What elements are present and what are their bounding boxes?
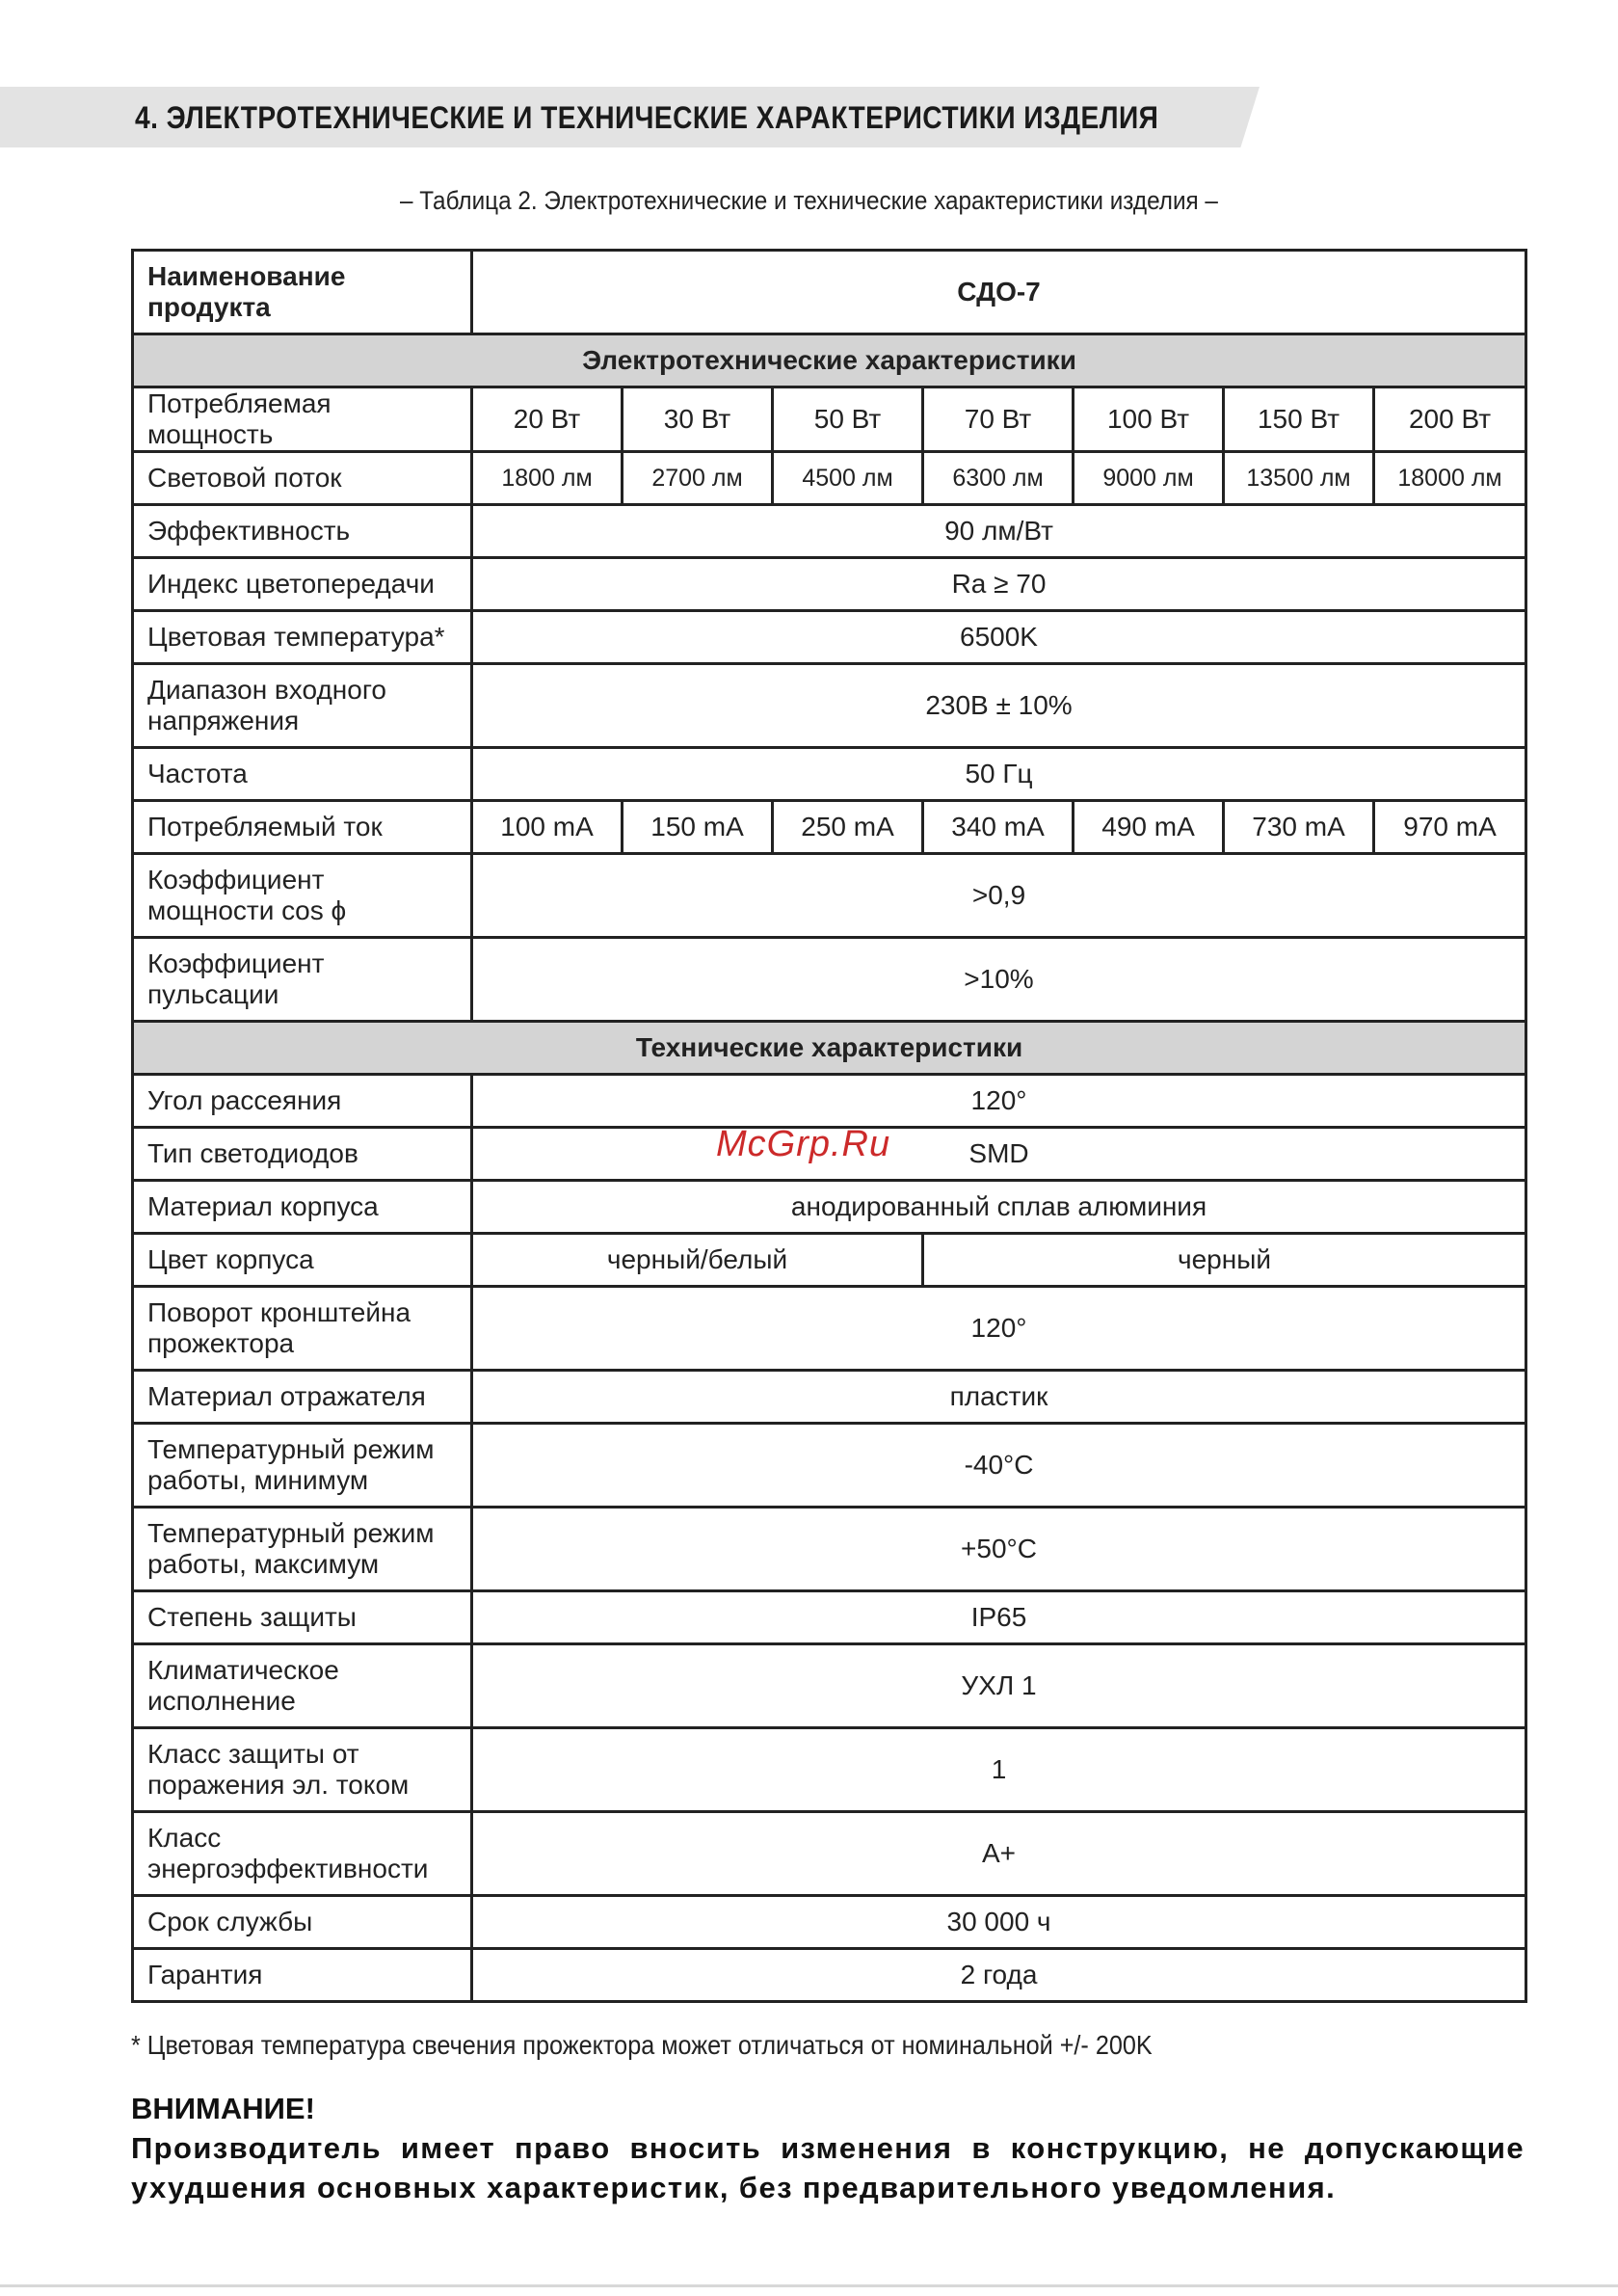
row-label: Световой поток: [133, 452, 472, 505]
table-row: [133, 1591, 1526, 1644]
value-cell: 100 Вт: [1074, 387, 1224, 452]
value-cell: 20 Вт: [472, 387, 623, 452]
value-cell: 50 Гц: [472, 748, 1526, 801]
row-label: Материал отражателя: [133, 1371, 472, 1424]
value-cell: A+: [472, 1812, 1526, 1896]
value-cell: 1: [472, 1728, 1526, 1812]
row-label: Индекс цветопередачи: [133, 558, 472, 611]
row-label: Угол рассеяния: [133, 1075, 472, 1128]
table-caption: – Таблица 2. Электротехнические и технические характеристики изделия –: [400, 186, 1218, 215]
group-technical-title: Технические характеристики: [133, 1022, 1526, 1075]
row-label: Температурный режим работы, минимум: [133, 1424, 472, 1508]
value-cell: черный/белый: [472, 1234, 923, 1287]
warning-title: ВНИМАНИЕ!: [131, 2092, 315, 2125]
value-cell: 120°: [472, 1287, 1526, 1371]
value-cell: черный: [923, 1234, 1526, 1287]
value-cell: 6300 лм: [923, 452, 1074, 505]
value-cell: 30 Вт: [623, 387, 773, 452]
value-cell: 150 Вт: [1224, 387, 1374, 452]
value-cell: >10%: [472, 938, 1526, 1022]
value-cell: 9000 лм: [1074, 452, 1224, 505]
value-cell: IP65: [472, 1591, 1526, 1644]
value-cell: 30 000 ч: [472, 1896, 1526, 1949]
table-row: [133, 1508, 1526, 1591]
row-label: Материал корпуса: [133, 1181, 472, 1234]
table-row: [133, 505, 1526, 558]
value-cell: пластик: [472, 1371, 1526, 1424]
row-label: Частота: [133, 748, 472, 801]
value-cell: 340 mA: [923, 801, 1074, 854]
table-row: [133, 748, 1526, 801]
row-label: Класс защиты от поражения эл. током: [133, 1728, 472, 1812]
table-row: [133, 664, 1526, 748]
table-row: [133, 611, 1526, 664]
value-cell: 2700 лм: [623, 452, 773, 505]
value-cell: 70 Вт: [923, 387, 1074, 452]
value-cell: Ra ≥ 70: [472, 558, 1526, 611]
table-row: [133, 558, 1526, 611]
table-row: [133, 387, 1526, 452]
table-row: [133, 452, 1526, 505]
row-label: Поворот кронштейна прожектора: [133, 1287, 472, 1371]
row-label: Класс энергоэффективности: [133, 1812, 472, 1896]
value-cell: анодированный сплав алюминия: [472, 1181, 1526, 1234]
value-cell: 100 mA: [472, 801, 623, 854]
table-row: [133, 1949, 1526, 2002]
value-cell: 490 mA: [1074, 801, 1224, 854]
value-cell: 1800 лм: [472, 452, 623, 505]
footnote: * Цветовая температура свечения прожектора может отличаться от номинальной +/- 200K: [131, 2030, 1153, 2060]
section-title: 4. ЭЛЕКТРОТЕХНИЧЕСКИЕ И ТЕХНИЧЕСКИЕ ХАРАКТЕРИСТИКИ ИЗДЕЛИЯ: [135, 100, 1159, 135]
value-cell: 90 лм/Вт: [472, 505, 1526, 558]
table-header-row: [133, 251, 1526, 334]
value-cell: 730 mA: [1224, 801, 1374, 854]
table-row: [133, 1728, 1526, 1812]
table-row: [133, 1234, 1526, 1287]
value-cell: +50°C: [472, 1508, 1526, 1591]
value-cell: >0,9: [472, 854, 1526, 938]
header-name-cell: Наименование продукта: [133, 251, 472, 334]
table-row: [133, 1644, 1526, 1728]
row-label: Тип светодиодов: [133, 1128, 472, 1181]
value-cell: 200 Вт: [1374, 387, 1526, 452]
table-row: [133, 1371, 1526, 1424]
row-label: Температурный режим работы, максимум: [133, 1508, 472, 1591]
row-label: Цвет корпуса: [133, 1234, 472, 1287]
value-cell: 13500 лм: [1224, 452, 1374, 505]
value-cell: 4500 лм: [773, 452, 923, 505]
value-cell: 2 года: [472, 1949, 1526, 2002]
table-row: [133, 1896, 1526, 1949]
table-row: [133, 938, 1526, 1022]
value-cell: УХЛ 1: [472, 1644, 1526, 1728]
row-label: Срок службы: [133, 1896, 472, 1949]
value-cell: 50 Вт: [773, 387, 923, 452]
row-label: Степень защиты: [133, 1591, 472, 1644]
value-cell: 250 mA: [773, 801, 923, 854]
row-label: Климатическое исполнение: [133, 1644, 472, 1728]
value-cell: 150 mA: [623, 801, 773, 854]
group-row-electrical: [133, 334, 1526, 387]
value-cell: -40°C: [472, 1424, 1526, 1508]
value-cell: 18000 лм: [1374, 452, 1526, 505]
group-electrical-title: Электротехнические характеристики: [133, 334, 1526, 387]
group-row-technical: [133, 1022, 1526, 1075]
watermark-text: McGrp.Ru: [716, 1124, 891, 1164]
row-label: Цветовая температура*: [133, 611, 472, 664]
value-cell: 120°: [472, 1075, 1526, 1128]
row-label: Диапазон входного напряжения: [133, 664, 472, 748]
bottom-divider: [0, 2284, 1618, 2287]
table-row: [133, 1287, 1526, 1371]
table-row: [133, 801, 1526, 854]
table-row: [133, 1812, 1526, 1896]
table-row: [133, 1075, 1526, 1128]
table-row: [133, 854, 1526, 938]
value-cell: SMD: [472, 1128, 1526, 1181]
table-row: [133, 1424, 1526, 1508]
value-cell: 230В ± 10%: [472, 664, 1526, 748]
row-label: Эффективность: [133, 505, 472, 558]
value-cell: 970 mA: [1374, 801, 1526, 854]
row-label: Коэффициент пульсации: [133, 938, 472, 1022]
table-row: [133, 1181, 1526, 1234]
warning-text: Производитель имеет право вносить изменения в конструкцию, не допускающие ухудшения основных характеристик, без предварительного уведомления.: [131, 2131, 1525, 2204]
row-label: Гарантия: [133, 1949, 472, 2002]
header-product-cell: СДО-7: [472, 251, 1526, 334]
value-cell: 6500K: [472, 611, 1526, 664]
row-label: Потребляемый ток: [133, 801, 472, 854]
row-label: Коэффициент мощности cos ϕ: [133, 854, 472, 938]
row-label: Потребляемая мощность: [133, 387, 472, 452]
